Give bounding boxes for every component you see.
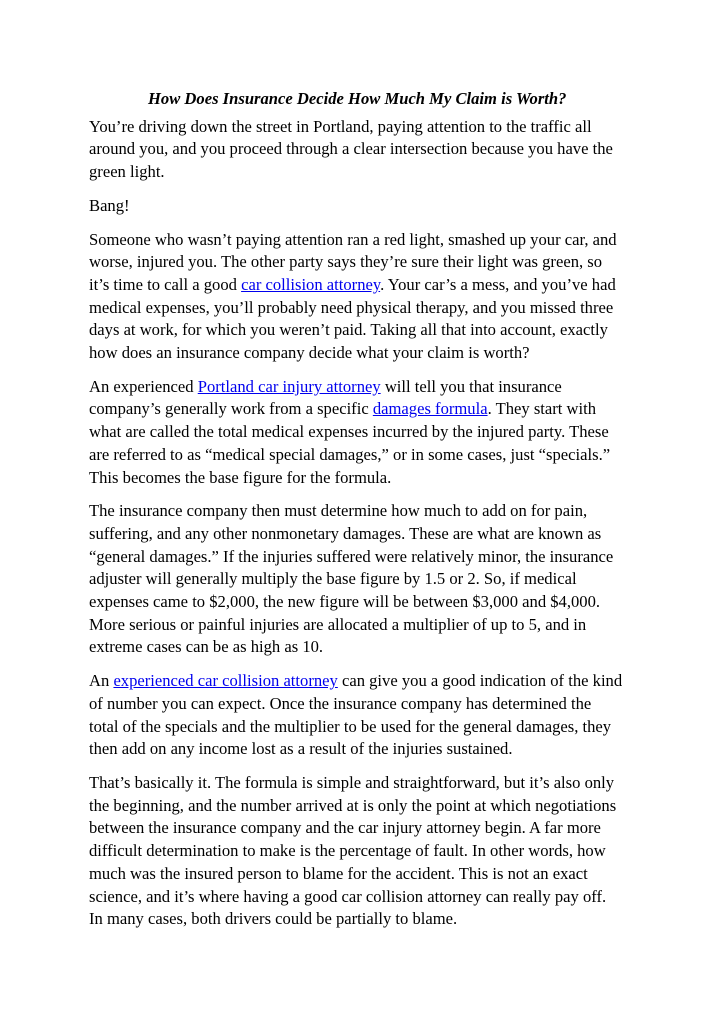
portland-car-injury-attorney-link[interactable]: Portland car injury attorney xyxy=(197,376,381,396)
paragraph-intro xyxy=(89,116,640,184)
text-line: That’s basically it. The formula is simple and straightforward, but it’s also only xyxy=(89,772,615,792)
text-fragment: An experienced xyxy=(89,376,198,396)
text-line: how does an insurance company decide what your claim is worth? xyxy=(89,343,530,363)
page-title: How Does Insurance Decide How Much My Claim is Worth? xyxy=(148,89,567,108)
text-line: Bang! xyxy=(89,195,130,215)
text-line: worse, injured you. The other party says they’re sure their light was green, so xyxy=(89,252,603,272)
text-line: You’re driving down the street in Portland, paying attention to the traffic all xyxy=(89,116,592,136)
car-collision-attorney-link[interactable]: car collision attorney xyxy=(241,274,381,294)
text-fragment: will tell you that insurance xyxy=(380,376,562,396)
text-line: More serious or painful injuries are allocated a multiplier of up to 5, and in xyxy=(89,614,587,634)
text-line: difficult determination to make is the percentage of fault. In other words, how xyxy=(89,841,606,861)
text-line: expenses came to $2,000, the new figure will be between $3,000 and $4,000. xyxy=(89,592,601,612)
text-line: In many cases, both drivers could be partially to blame. xyxy=(89,909,458,929)
text-line: extreme cases can be as high as 10. xyxy=(89,637,324,657)
text-fragment: it’s time to call a good xyxy=(89,274,242,294)
text-line: total of the specials and the multiplier to be used for the general damages, they xyxy=(89,716,612,736)
paragraph-general-damages xyxy=(89,500,640,659)
text-line: are referred to as “medical special damages,” or in some cases, just “specials.” xyxy=(89,444,611,464)
paragraph-bang xyxy=(89,195,640,218)
text-line: Someone who wasn’t paying attention ran a red light, smashed up your car, and xyxy=(89,229,617,249)
paragraph-formula xyxy=(89,376,640,490)
paragraph-accident xyxy=(89,229,640,365)
text-line: then add on any income lost as a result of the injuries sustained. xyxy=(89,739,513,759)
paragraph-income xyxy=(89,670,640,761)
text-line: of number you can expect. Once the insurance company has determined the xyxy=(89,693,592,713)
paragraph-fault xyxy=(89,772,640,931)
text-line: days at work, for which you weren’t paid. Taking all that into account, exactly xyxy=(89,320,608,340)
text-line: much was the insured person to blame for the accident. This is not an exact xyxy=(89,863,588,883)
text-line xyxy=(89,376,640,399)
text-line: The insurance company then must determine how much to add on for pain, xyxy=(89,501,588,521)
text-fragment: . They start with xyxy=(487,399,597,419)
text-line: “general damages.” If the injuries suffered were relatively minor, the insurance xyxy=(89,546,614,566)
text-fragment: can give you a good indication of the kind xyxy=(337,671,623,691)
text-line xyxy=(89,274,640,297)
text-line xyxy=(89,398,640,421)
text-line: suffering, and any other nonmonetary damages. These are what are known as xyxy=(89,523,602,543)
text-line: medical expenses, you’ll probably need physical therapy, and you missed three xyxy=(89,297,614,317)
text-line xyxy=(89,670,640,693)
text-fragment: company’s generally work from a specific xyxy=(89,399,373,419)
text-line: around you, and you proceed through a clear intersection because you have the xyxy=(89,139,613,159)
damages-formula-link[interactable]: damages formula xyxy=(372,399,488,419)
experienced-car-collision-attorney-link[interactable]: experienced car collision attorney xyxy=(113,671,338,691)
text-line: adjuster will generally multiply the base figure by 1.5 or 2. So, if medical xyxy=(89,569,577,589)
text-fragment: . Your car’s a mess, and you’ve had xyxy=(380,274,616,294)
text-line: green light. xyxy=(89,162,165,182)
text-fragment: An xyxy=(89,671,114,691)
text-line: This becomes the base figure for the formula. xyxy=(89,467,392,487)
text-line: science, and it’s where having a good car collision attorney can really pay off. xyxy=(89,886,607,906)
text-line: the beginning, and the number arrived at is only the point at which negotiations xyxy=(89,795,617,815)
text-line: between the insurance company and the car injury attorney begin. A far more xyxy=(89,818,601,838)
text-line: what are called the total medical expenses incurred by the injured party. These xyxy=(89,422,609,442)
